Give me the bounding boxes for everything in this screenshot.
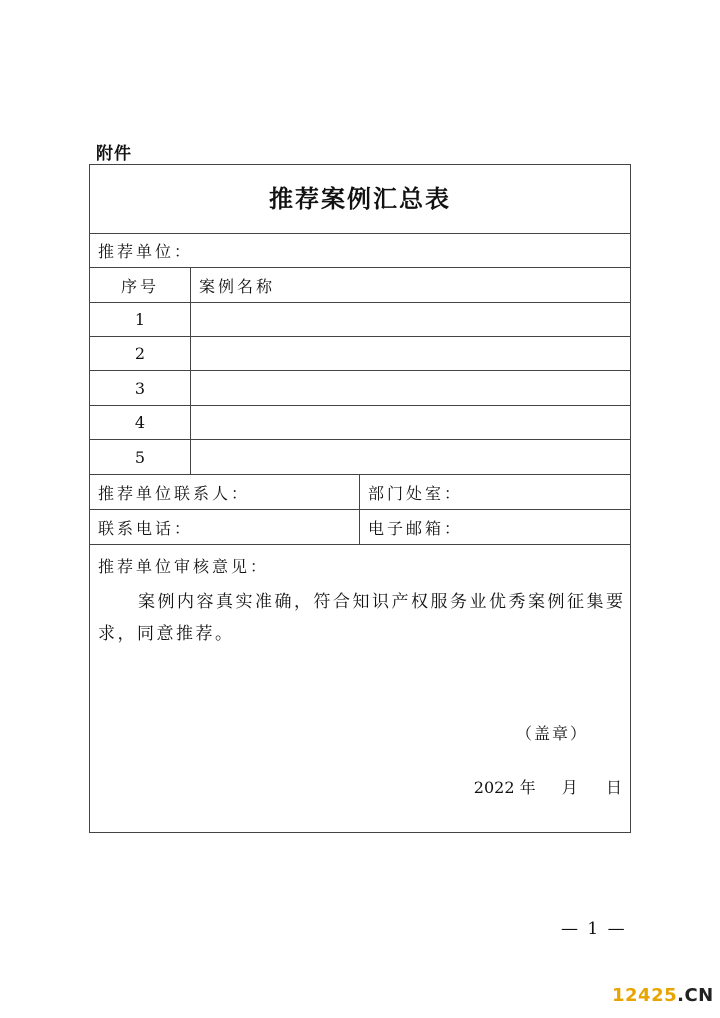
phone-label: 联系电话： [98,518,194,538]
opinion-title: 推荐单位审核意见： [98,557,270,576]
opinion-body: 案例内容真实准确，符合知识产权服务业优秀案例征集要求，同意推荐。 [98,592,626,644]
watermark-suffix: .CN [677,985,714,1006]
row-case-name[interactable] [190,406,630,439]
column-header-index: 序号 [120,276,159,296]
watermark-number: 12425 [612,985,678,1006]
table-row [90,337,630,371]
row-index: 3 [134,378,146,398]
table-row [90,303,630,337]
title-row [90,165,630,234]
phone-row [90,510,630,545]
row-case-name[interactable] [190,440,630,474]
row-index: 5 [134,447,146,467]
column-header-name: 案例名称 [190,268,630,302]
contact-row [90,475,630,510]
row-index: 2 [134,344,146,363]
header-row [90,268,630,303]
date-year: 2022 年 [473,778,536,797]
row-case-name[interactable] [190,337,630,370]
date-line [474,775,622,798]
date-day: 日 [605,778,622,797]
form-title: 推荐案例汇总表 [269,185,451,213]
row-case-name[interactable] [190,303,630,336]
table-row [90,371,630,406]
table-row [90,406,630,440]
table-row [90,440,630,475]
row-index: 1 [134,310,146,329]
department-label: 部门处室： [359,475,630,509]
opinion-section [90,545,630,832]
seal-label: （盖章） [515,724,588,743]
summary-form-table [89,164,631,833]
row-case-name[interactable] [190,371,630,405]
unit-label: 推荐单位： [98,242,194,261]
page-number: — 1 — [561,919,627,939]
attachment-label: 附件 [96,144,132,164]
contact-label: 推荐单位联系人： [98,483,251,503]
date-month: 月 [561,778,578,797]
watermark-logo [612,985,714,1006]
email-label: 电子邮箱： [359,510,630,544]
row-index: 4 [134,413,146,432]
unit-row [90,234,630,268]
